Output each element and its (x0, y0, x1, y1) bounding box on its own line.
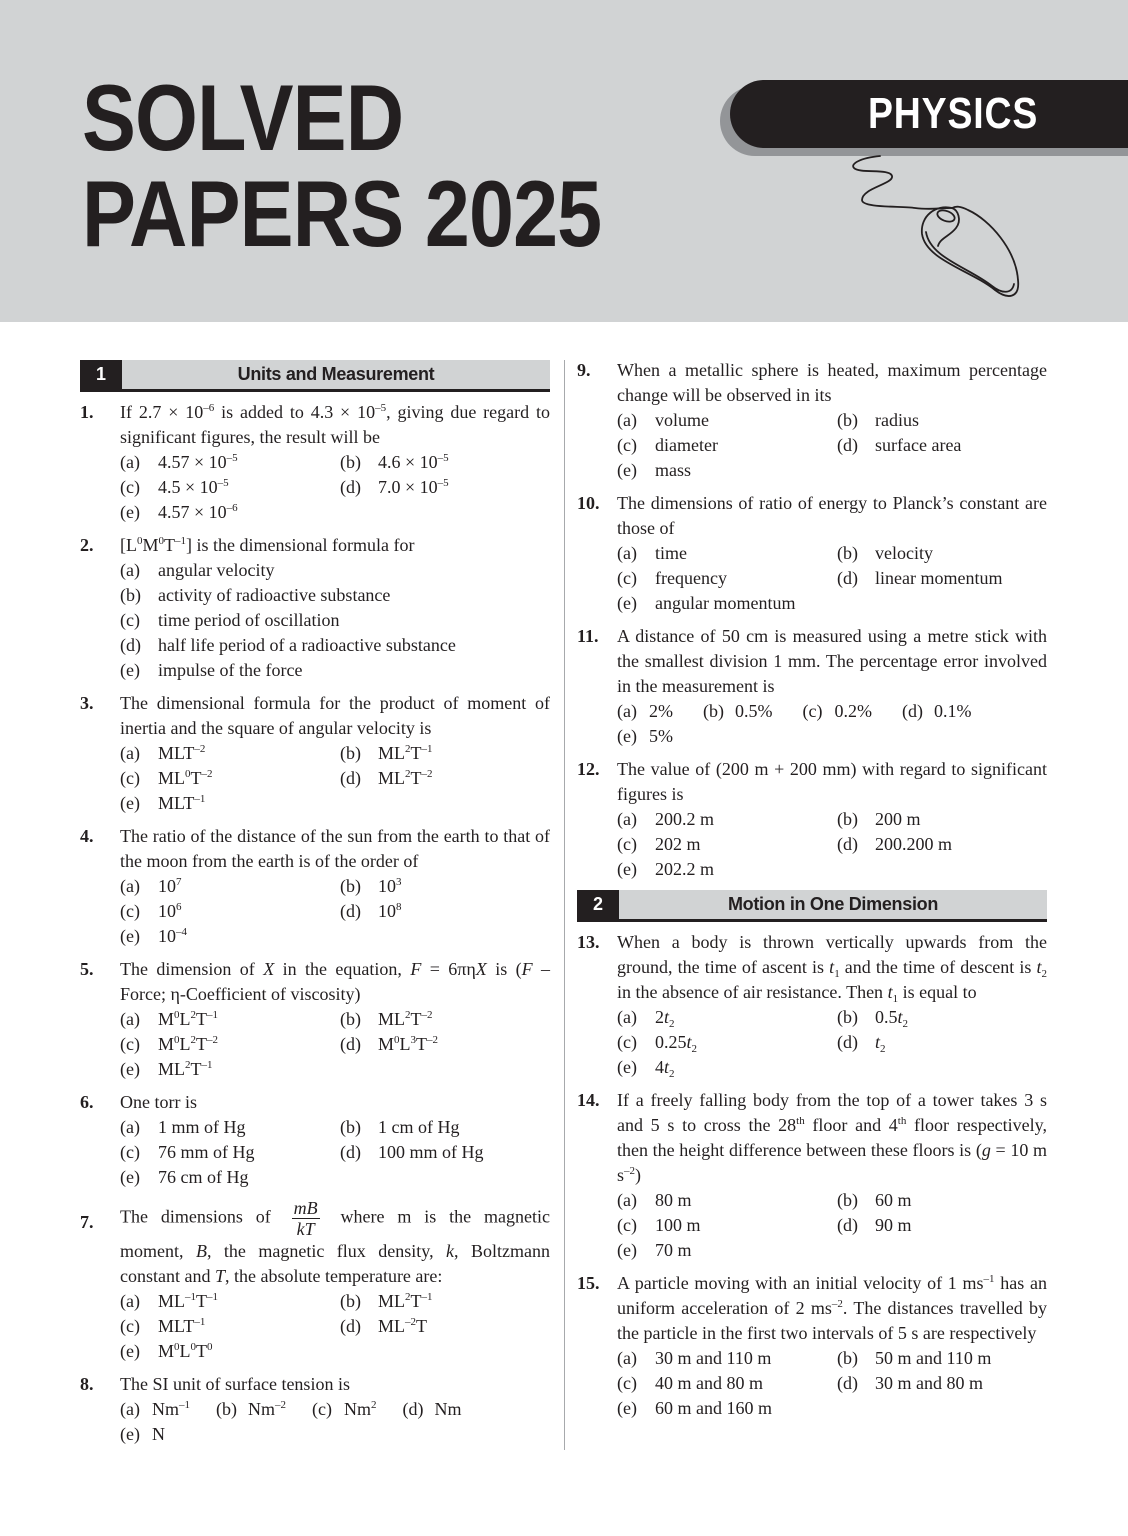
question-text: The value of (200 m + 200 mm) with regard to significant figures is (617, 759, 1047, 804)
option-a: (a) time (617, 543, 687, 563)
option-a: (a) $ML^{-1}T^{-1}$ (120, 1291, 218, 1311)
option-b: (b) velocity (837, 543, 933, 563)
options-list (120, 1397, 550, 1447)
options-list (617, 408, 1047, 483)
question-text: The ratio of the distance of the sun from the earth to that of the moon from the earth is of the order of (120, 826, 550, 871)
question-8 (80, 1372, 550, 1447)
option-b: (b) $10^3$ (340, 876, 402, 896)
question-text: The dimensions of ratio of energy to Planck’s constant are those of (617, 493, 1047, 538)
option-c: (c) 76 mm of Hg (120, 1142, 255, 1162)
option-d: (d) half life period of a radioactive substance (120, 635, 456, 655)
fraction-mB-over-kT: $\frac{mB}{kT}$ (293, 1198, 318, 1239)
left-column (80, 358, 550, 1455)
option-b: (b) 0.5% (703, 701, 773, 721)
options-list (120, 1289, 550, 1364)
question-5 (80, 957, 550, 1082)
option-a: (a) 200.2 m (617, 809, 715, 829)
option-a: (a) $4.57 \times 10^{-5}$ (120, 452, 238, 472)
option-e: (e) $4t_2$ (617, 1057, 675, 1080)
question-11 (577, 624, 1047, 749)
option-d: (d) 100 mm of Hg (340, 1142, 484, 1162)
option-b: (b) 1 cm of Hg (340, 1117, 460, 1137)
subject-badge (730, 80, 1128, 148)
option-c: (c) $4.5 \times 10^{-5}$ (120, 477, 229, 497)
options-list (617, 541, 1047, 616)
option-d: (d) surface area (837, 435, 962, 455)
option-b: (b) activity of radioactive substance (120, 585, 391, 605)
question-number: 3. (80, 693, 94, 713)
question-text: The dimension of X in the equation, F = 6πηX is (F – Force; η-Coefficient of viscosity) (120, 959, 550, 1004)
question-number: 11. (577, 626, 599, 646)
question-text: $[L^0M^0T^{-1}]$ is the dimensional formula for (120, 535, 415, 555)
page-title (82, 65, 602, 266)
options-list (617, 807, 1047, 882)
option-d: (d) Nm (402, 1399, 462, 1419)
question-10 (577, 491, 1047, 616)
option-b: (b) 200 m (837, 809, 921, 829)
option-d: (d) 200.200 m (837, 834, 953, 854)
question-text: If a freely falling body from the top of a tower takes 3 s and 5 s to cross the 28th floor and 4th floor respectively, then the height difference between these floors is (g = 10 m $s^{-2}$) (617, 1090, 1047, 1185)
computer-mouse-icon (840, 150, 1060, 300)
question-number: 7. (80, 1212, 94, 1232)
option-b: (b) $Nm^{-2}$ (216, 1399, 286, 1419)
question-text: When a body is thrown vertically upwards from the ground, the time of ascent is $t_1$ and the time of descent is $t_2$ in the absence of air resistance. Then $t_1$ is equal to (617, 932, 1047, 1005)
option-e: (e) mass (617, 460, 691, 480)
question-text: One torr is (120, 1092, 197, 1112)
question-number: 5. (80, 959, 94, 979)
option-a: (a) 1 mm of Hg (120, 1117, 246, 1137)
question-2 (80, 533, 550, 683)
option-e: (e) $ML^2T^{-1}$ (120, 1059, 213, 1079)
option-c: (c) 40 m and 80 m (617, 1373, 763, 1393)
title-line-2: PAPERS 2025 (82, 161, 602, 266)
options-list (617, 1346, 1047, 1421)
option-e: (e) $10^{-4}$ (120, 926, 187, 946)
question-number: 1. (80, 402, 94, 422)
option-e: (e) $M^0L^0T^0$ (120, 1341, 213, 1361)
option-c: (c) $10^6$ (120, 901, 182, 921)
option-d: (d) $ML^2T^{-2}$ (340, 768, 433, 788)
option-e: (e) 202.2 m (617, 859, 715, 879)
option-c: (c) $MLT^{-1}$ (120, 1316, 206, 1336)
column-divider (564, 360, 565, 1450)
option-c: (c) $0.25t_2$ (617, 1032, 698, 1055)
page-header-band (0, 0, 1128, 322)
options-list (120, 450, 550, 525)
options-list (617, 1188, 1047, 1263)
option-a: (a) $MLT^{-2}$ (120, 743, 206, 763)
title-line-1: SOLVED (82, 65, 404, 170)
question-6 (80, 1090, 550, 1190)
options-list (617, 1005, 1047, 1080)
option-e: (e) $MLT^{-1}$ (120, 793, 206, 813)
question-text: The dimensional formula for the product of moment of inertia and the square of angular velocity is (120, 693, 550, 738)
section-header-1 (80, 360, 550, 392)
option-d: (d) 0.1% (902, 701, 972, 721)
option-c: (c) $M^0L^2T^{-2}$ (120, 1034, 219, 1054)
question-14 (577, 1088, 1047, 1263)
section-header-2 (577, 890, 1047, 922)
option-a: (a) 2% (617, 701, 673, 721)
option-a: (a) 30 m and 110 m (617, 1348, 772, 1368)
option-d: (d) $10^8$ (340, 901, 402, 921)
option-c: (c) Nm$^2$ (312, 1399, 377, 1419)
option-e: (e) 5% (617, 726, 673, 746)
question-number: 2. (80, 535, 94, 555)
option-b: (b) 50 m and 110 m (837, 1348, 992, 1368)
option-d: (d) 90 m (837, 1215, 912, 1235)
question-4 (80, 824, 550, 949)
option-a: (a) $M^0L^2T^{-1}$ (120, 1009, 219, 1029)
question-number: 6. (80, 1092, 94, 1112)
options-list (617, 699, 1047, 749)
option-b: (b) $0.5t_2$ (837, 1007, 909, 1030)
question-text: A distance of 50 cm is measured using a metre stick with the smallest division 1 mm. The percentage error involved in the measurement is (617, 626, 1047, 696)
option-e: (e) 70 m (617, 1240, 692, 1260)
question-number: 12. (577, 759, 600, 779)
options-list (120, 1115, 550, 1190)
question-text: If $2.7 \times 10^{-6}$ is added to $4.3 \times 10^{-5}$, giving due regard to significant figures, the result will be (120, 402, 551, 447)
question-number: 13. (577, 932, 600, 952)
options-list (120, 558, 550, 683)
question-12 (577, 757, 1047, 882)
options-list (120, 1007, 550, 1082)
question-text: When a metallic sphere is heated, maximum percentage change will be observed in its (617, 360, 1047, 405)
option-e: (e) impulse of the force (120, 660, 303, 680)
option-d: (d) $ML^{-2}T$ (340, 1316, 427, 1336)
option-d: (d) 30 m and 80 m (837, 1373, 983, 1393)
question-3 (80, 691, 550, 816)
option-e: (e) 60 m and 160 m (617, 1398, 772, 1418)
question-text: The SI unit of surface tension is (120, 1374, 350, 1394)
option-a: (a) $2t_2$ (617, 1007, 675, 1030)
question-13 (577, 930, 1047, 1080)
option-d: (d) $7.0 \times 10^{-5}$ (340, 477, 449, 497)
question-number: 14. (577, 1090, 600, 1110)
section-number: 2 (577, 890, 619, 919)
option-a: (a) $Nm^{-1}$ (120, 1399, 190, 1419)
option-b: (b) $ML^2T^{-2}$ (340, 1009, 433, 1029)
subject-label: PHYSICS (867, 89, 1039, 138)
question-7 (80, 1198, 550, 1364)
question-number: 10. (577, 493, 600, 513)
question-text: The dimensions of $\frac{mB}{kT}$ where m is the magnetic moment, B, the magnetic flux density, k, Boltzmann constant and T, the absolute temperature are: (120, 1198, 550, 1286)
option-e: (e) 76 cm of Hg (120, 1167, 249, 1187)
option-a: (a) 80 m (617, 1190, 692, 1210)
option-d: (d) $M^0L^3T^{-2}$ (340, 1034, 439, 1054)
section-title: Motion in One Dimension (619, 890, 1047, 919)
option-e: (e) N (120, 1424, 165, 1444)
option-b: (b) $4.6 \times 10^{-5}$ (340, 452, 449, 472)
options-list (120, 874, 550, 949)
option-c: (c) 0.2% (802, 701, 872, 721)
question-number: 8. (80, 1374, 94, 1394)
option-c: (c) $ML^0T^{-2}$ (120, 768, 213, 788)
right-column (577, 358, 1047, 1429)
option-b: (b) $ML^2T^{-1}$ (340, 1291, 433, 1311)
option-e: (e) angular momentum (617, 593, 796, 613)
question-15 (577, 1271, 1047, 1421)
option-e: (e) $4.57 \times 10^{-6}$ (120, 502, 238, 522)
option-a: (a) volume (617, 410, 709, 430)
section-number: 1 (80, 360, 122, 389)
option-d: (d) $t_2$ (837, 1032, 886, 1055)
option-b: (b) 60 m (837, 1190, 912, 1210)
question-9 (577, 358, 1047, 483)
question-number: 9. (577, 360, 591, 380)
question-text: A particle moving with an initial velocity of 1 $ms^{-1}$ has an uniform acceleration of 2 $ms^{-2}$. The distances travelled by the particle in the first two intervals of 5 s are respectively (617, 1273, 1047, 1343)
option-c: (c) 100 m (617, 1215, 701, 1235)
question-number: 4. (80, 826, 94, 846)
option-c: (c) time period of oscillation (120, 610, 340, 630)
option-c: (c) 202 m (617, 834, 701, 854)
option-d: (d) linear momentum (837, 568, 1003, 588)
question-number: 15. (577, 1273, 600, 1293)
option-a: (a) $10^7$ (120, 876, 182, 896)
section-title: Units and Measurement (122, 360, 550, 389)
option-b: (b) radius (837, 410, 919, 430)
option-c: (c) frequency (617, 568, 727, 588)
options-list (120, 741, 550, 816)
option-a: (a) angular velocity (120, 560, 275, 580)
option-c: (c) diameter (617, 435, 718, 455)
option-b: (b) $ML^2T^{-1}$ (340, 743, 433, 763)
question-1 (80, 400, 550, 525)
